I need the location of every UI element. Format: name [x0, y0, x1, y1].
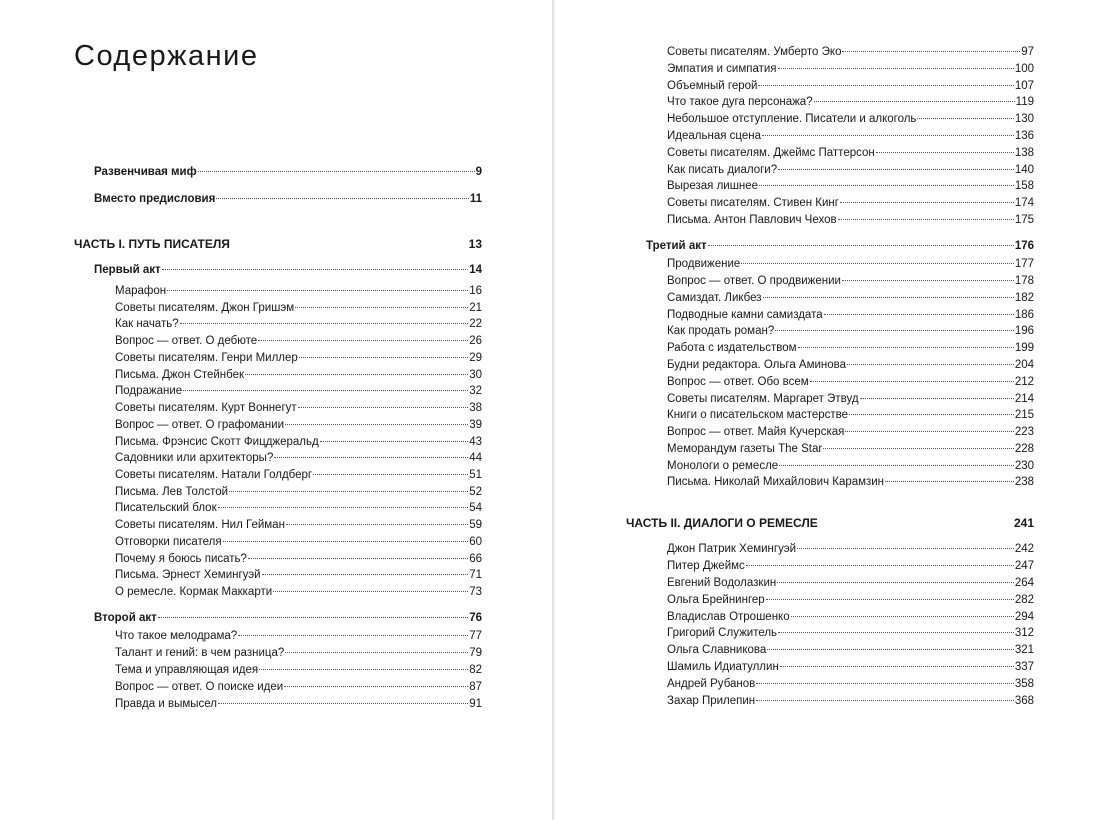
toc-entry-title: Как писать диалоги?	[667, 164, 778, 176]
toc-page-number: 136	[1014, 130, 1034, 142]
toc-entry-title: Как продать роман?	[667, 325, 775, 337]
dot-leader	[285, 424, 468, 425]
toc-page-number: 242	[1014, 543, 1034, 555]
toc-entry-title: Письма. Джон Стейнбек	[115, 369, 245, 381]
toc-page-number: 91	[469, 698, 482, 710]
dot-leader	[183, 390, 468, 391]
toc-page-number: 294	[1014, 611, 1034, 623]
toc-entry	[667, 290, 1034, 307]
toc-entry-title: Советы писателям. Генри Миллер	[115, 352, 298, 364]
toc-entry-title: Почему я боюсь писать?	[115, 553, 247, 565]
dot-leader	[814, 101, 1015, 102]
toc-entry	[667, 407, 1034, 424]
toc-entry	[115, 484, 482, 501]
toc-page-number: 176	[1014, 240, 1034, 252]
toc-entry-title: О ремесле. Кормак Маккарти	[115, 586, 273, 598]
toc-entry	[115, 662, 482, 679]
toc-page-number: 39	[469, 419, 482, 431]
toc-page-number: 13	[468, 237, 482, 251]
toc-entry-title: Писательский блок	[115, 502, 217, 514]
toc-page-number: 196	[1014, 325, 1034, 337]
dot-leader	[876, 152, 1014, 153]
toc-part-heading	[74, 236, 482, 253]
dot-leader	[762, 135, 1014, 136]
toc-page-number: 238	[1014, 476, 1034, 488]
dot-leader	[284, 686, 468, 687]
toc-page-number: 32	[469, 385, 482, 397]
toc-entry	[115, 333, 482, 350]
dot-leader	[741, 263, 1014, 264]
dot-leader	[759, 185, 1014, 186]
toc-page-number: 312	[1014, 627, 1034, 639]
toc-entry-title: Книги о писательском мастерстве	[667, 409, 849, 421]
toc-page-number: 119	[1015, 96, 1034, 108]
toc-page-number: 358	[1014, 678, 1034, 690]
toc-page-number: 52	[469, 486, 482, 498]
toc-entry	[667, 357, 1034, 374]
toc-entry-title: Советы писателям. Умберто Эко	[667, 46, 842, 58]
toc-page-number: 87	[469, 681, 482, 693]
toc-page-number: 54	[469, 502, 482, 514]
dot-leader	[258, 340, 468, 341]
toc-page-number: 77	[469, 630, 482, 642]
dot-leader	[285, 652, 468, 653]
dot-leader	[810, 381, 1014, 382]
toc-page-number: 215	[1014, 409, 1034, 421]
toc-entry	[115, 316, 482, 333]
dot-leader	[756, 683, 1014, 684]
toc-entry	[667, 195, 1034, 212]
toc-entry	[667, 474, 1034, 491]
toc-page-number: 21	[469, 302, 482, 314]
toc-page-number: 174	[1014, 197, 1034, 209]
toc-page-number: 26	[469, 335, 482, 347]
toc-page-number: 59	[469, 519, 482, 531]
toc-section-entry	[646, 238, 1034, 255]
toc-entry	[667, 212, 1034, 229]
toc-entry-title: Письма. Антон Павлович Чехов	[667, 214, 837, 226]
toc-page-number: 44	[469, 452, 482, 464]
toc-entry-title: Что такое мелодрама?	[115, 630, 238, 642]
toc-entry-title: Вопрос — ответ. О продвижении	[667, 275, 841, 287]
dot-leader	[238, 635, 468, 636]
toc-entry-title: Небольшое отступление. Писатели и алкоголь	[667, 113, 917, 125]
dot-leader	[823, 448, 1014, 449]
toc-page-number: 60	[469, 536, 482, 548]
dot-leader	[791, 616, 1014, 617]
toc-section-entry	[94, 610, 482, 627]
dot-leader	[167, 290, 468, 291]
toc-entry-title: Письма. Фрэнсис Скотт Фицджеральд	[115, 436, 319, 448]
dot-leader	[778, 632, 1014, 633]
toc-entry	[667, 340, 1034, 357]
toc-page-number: 100	[1014, 63, 1034, 75]
toc-entry-title: Вопрос — ответ. О дебюте	[115, 335, 258, 347]
dot-leader	[299, 357, 468, 358]
toc-entry-title: ЧАСТЬ I. ПУТЬ ПИСАТЕЛЯ	[74, 237, 230, 251]
toc-entry	[115, 400, 482, 417]
toc-entry-title: Как начать?	[115, 318, 179, 330]
toc-entry-title: Советы писателям. Курт Воннегут	[115, 402, 297, 414]
toc-entry	[667, 145, 1034, 162]
toc-entry	[667, 609, 1034, 626]
toc-entry-title: Отговорки писателя	[115, 536, 222, 548]
toc-entry	[667, 374, 1034, 391]
dot-leader	[223, 541, 469, 542]
dot-leader	[708, 245, 1014, 246]
toc-entry-title: Тема и управляющая идея	[115, 664, 259, 676]
toc-page-number: 30	[469, 369, 482, 381]
dot-leader	[313, 474, 468, 475]
dot-leader	[298, 407, 469, 408]
toc-page-number: 214	[1014, 393, 1034, 405]
toc-entry	[667, 558, 1034, 575]
toc-page-number: 66	[469, 553, 482, 565]
toc-entry-title: Меморандум газеты The Star	[667, 443, 823, 455]
toc-entry-title: Подводные камни самиздата	[667, 309, 823, 321]
toc-entry-title: Захар Прилепин	[667, 695, 756, 707]
toc-entry-title: Второй акт	[94, 612, 157, 624]
toc-entry-title: Советы писателям. Натали Голдберг	[115, 469, 313, 481]
dot-leader	[259, 669, 468, 670]
toc-entry	[115, 467, 482, 484]
dot-leader	[248, 558, 468, 559]
toc-entry-title: Марафон	[115, 285, 167, 297]
dot-leader	[849, 414, 1014, 415]
right-page	[556, 0, 1110, 820]
toc-page-number: 130	[1014, 113, 1034, 125]
toc-entry-title: Письма. Николай Михайлович Карамзин	[667, 476, 884, 488]
toc-entry	[115, 450, 482, 467]
dot-leader	[158, 617, 468, 618]
dot-leader	[320, 441, 469, 442]
dot-leader	[780, 666, 1014, 667]
toc-entry	[667, 625, 1034, 642]
dot-leader	[218, 703, 468, 704]
toc-entry-title: Шамиль Идиатуллин	[667, 661, 779, 673]
toc-page-number: 73	[469, 586, 482, 598]
toc-entry-title: Вопрос — ответ. О поиске идеи	[115, 681, 284, 693]
toc-entry	[115, 679, 482, 696]
toc-entry-title: Вопрос — ответ. Обо всем	[667, 376, 809, 388]
toc-entry-title: Талант и гений: в чем разница?	[115, 647, 285, 659]
toc-entry	[115, 283, 482, 300]
toc-entry-title: Советы писателям. Стивен Кинг	[667, 197, 839, 209]
dot-leader	[162, 269, 469, 270]
toc-page-number: 14	[469, 264, 482, 276]
toc-page-number: 11	[469, 193, 482, 205]
toc-entry-title: Вопрос — ответ. Майя Кучерская	[667, 426, 845, 438]
dot-leader	[778, 169, 1014, 170]
toc-entry-title: Будни редактора. Ольга Аминова	[667, 359, 847, 371]
toc-page-number: 321	[1014, 644, 1034, 656]
toc-page-number: 29	[469, 352, 482, 364]
toc-page-number: 178	[1014, 275, 1034, 287]
toc-page-number: 230	[1014, 460, 1034, 472]
toc-entry	[115, 628, 482, 645]
dot-leader	[763, 297, 1014, 298]
toc-entry	[667, 642, 1034, 659]
dot-leader	[746, 565, 1014, 566]
toc-entry-title: Письма. Лев Толстой	[115, 486, 229, 498]
toc-entry	[667, 178, 1034, 195]
toc-entry-title: Эмпатия и симпатия	[667, 63, 777, 75]
toc-entry-title: Развенчивая миф	[94, 166, 197, 178]
toc-section-entry	[94, 164, 482, 181]
dot-leader	[845, 431, 1013, 432]
dot-leader	[262, 574, 469, 575]
dot-leader	[778, 68, 1014, 69]
toc-entry	[115, 417, 482, 434]
dot-leader	[860, 398, 1014, 399]
dot-leader	[245, 374, 468, 375]
toc-entry-title: Питер Джеймс	[667, 560, 745, 572]
toc-entry-title: Вырезая лишнее	[667, 180, 759, 192]
dot-leader	[777, 582, 1014, 583]
toc-entry	[667, 162, 1034, 179]
toc-part-heading	[626, 515, 1034, 532]
toc-entry-title: Объемный герой	[667, 80, 758, 92]
toc-page-number: 241	[1013, 516, 1034, 530]
toc-entry-title: Ольга Славникова	[667, 644, 767, 656]
toc-page-number: 204	[1014, 359, 1034, 371]
toc-entry-title: Что такое дуга персонажа?	[667, 96, 813, 108]
toc-page-number: 43	[469, 436, 482, 448]
toc-entry-title: Первый акт	[94, 264, 161, 276]
toc-page-number: 82	[469, 664, 482, 676]
toc-page-number: 79	[469, 647, 482, 659]
toc-entry	[667, 441, 1034, 458]
toc-entry-title: Советы писателям. Джон Гришэм	[115, 302, 295, 314]
toc-entry-title: Евгений Водолазкин	[667, 577, 777, 589]
dot-leader	[218, 507, 469, 508]
toc-entry	[667, 128, 1034, 145]
toc-entry-title: Вопрос — ответ. О графомании	[115, 419, 284, 431]
dot-leader	[286, 524, 468, 525]
toc-section-entry	[94, 191, 482, 208]
toc-entry	[115, 300, 482, 317]
toc-entry	[667, 391, 1034, 408]
dot-leader	[842, 51, 1020, 52]
toc-entry	[667, 94, 1034, 111]
toc-entry	[115, 645, 482, 662]
toc-entry	[667, 256, 1034, 273]
toc-entry-title: Григорий Служитель	[667, 627, 778, 639]
toc-entry	[667, 111, 1034, 128]
toc-page-number: 199	[1014, 342, 1034, 354]
dot-leader	[756, 700, 1014, 701]
toc-page-number: 38	[469, 402, 482, 414]
dot-leader	[758, 85, 1013, 86]
dot-leader	[847, 364, 1014, 365]
toc-entry	[667, 676, 1034, 693]
dot-leader	[273, 591, 468, 592]
toc-entry	[667, 78, 1034, 95]
toc-page-number: 97	[1021, 46, 1034, 58]
toc-entry	[667, 693, 1034, 710]
toc-page-number: 177	[1014, 258, 1034, 270]
left-page	[0, 0, 552, 820]
toc-page-number: 282	[1014, 594, 1034, 606]
toc-page-number: 228	[1014, 443, 1034, 455]
toc-entry-title: Работа с издательством	[667, 342, 797, 354]
dot-leader	[229, 491, 468, 492]
toc-page-number: 186	[1014, 309, 1034, 321]
toc-entry	[115, 696, 482, 713]
dot-leader	[274, 457, 468, 458]
toc-entry-title: Садовники или архитекторы?	[115, 452, 274, 464]
toc-page-number: 368	[1014, 695, 1034, 707]
dot-leader	[779, 465, 1014, 466]
toc-entry	[115, 434, 482, 451]
toc-entry-title: Письма. Эрнест Хемингуэй	[115, 569, 261, 581]
toc-entry	[667, 273, 1034, 290]
dot-leader	[917, 118, 1013, 119]
dot-leader	[885, 481, 1014, 482]
toc-entry	[115, 383, 482, 400]
toc-page-number: 22	[469, 318, 482, 330]
dot-leader	[198, 171, 475, 172]
toc-entry-title: Советы писателям. Джеймс Паттерсон	[667, 147, 875, 159]
dot-leader	[775, 330, 1014, 331]
toc-entry-title: Вместо предисловия	[94, 193, 216, 205]
dot-leader	[295, 307, 468, 308]
toc-entry-title: Правда и вымысел	[115, 698, 217, 710]
toc-page-number: 9	[475, 166, 482, 178]
toc-entry-title: Продвижение	[667, 258, 741, 270]
toc-entry	[667, 541, 1034, 558]
dot-leader	[838, 219, 1014, 220]
toc-entry	[667, 61, 1034, 78]
dot-leader	[767, 649, 1014, 650]
toc-page-number: 76	[469, 612, 482, 624]
toc-page-number: 140	[1014, 164, 1034, 176]
dot-leader	[798, 347, 1014, 348]
toc-entry	[115, 367, 482, 384]
toc-page-number: 107	[1014, 80, 1034, 92]
toc-entry	[115, 584, 482, 601]
toc-entry-title: Советы писателям. Маргарет Этвуд	[667, 393, 859, 405]
toc-page-number: 223	[1014, 426, 1034, 438]
toc-entry	[115, 500, 482, 517]
dot-leader	[216, 198, 469, 199]
toc-entry-title: Джон Патрик Хемингуэй	[667, 543, 796, 555]
toc-entry	[667, 44, 1034, 61]
toc-entry	[115, 517, 482, 534]
toc-entry-title: Советы писателям. Нил Гейман	[115, 519, 285, 531]
toc-page-number: 16	[469, 285, 482, 297]
toc-entry-title: Самиздат. Ликбез	[667, 292, 762, 304]
toc-entry	[115, 534, 482, 551]
dot-leader	[842, 280, 1014, 281]
toc-page-number: 51	[469, 469, 482, 481]
toc-entry-title: Монологи о ремесле	[667, 460, 779, 472]
toc-page-number: 138	[1014, 147, 1034, 159]
toc-entry	[115, 350, 482, 367]
dot-leader	[766, 599, 1014, 600]
toc-entry	[667, 659, 1034, 676]
toc-section-entry	[94, 262, 482, 279]
toc-entry	[667, 424, 1034, 441]
toc-entry-title: Владислав Отрошенко	[667, 611, 790, 623]
toc-entry-title: Третий акт	[646, 240, 707, 252]
toc-entry	[667, 592, 1034, 609]
toc-page-number: 182	[1014, 292, 1034, 304]
toc-page-number: 337	[1014, 661, 1034, 673]
toc-entry	[667, 458, 1034, 475]
toc-page-number: 264	[1014, 577, 1034, 589]
dot-leader	[180, 323, 469, 324]
toc-entry-title: Идеальная сцена	[667, 130, 761, 142]
toc-page-number: 158	[1014, 180, 1034, 192]
toc-page-number: 212	[1014, 376, 1034, 388]
toc-page-number: 175	[1014, 214, 1034, 226]
dot-leader	[840, 202, 1014, 203]
toc-page-number: 71	[469, 569, 482, 581]
page-title: Содержание	[74, 40, 259, 72]
toc-entry-title: Ольга Брейнингер	[667, 594, 765, 606]
toc-entry	[667, 575, 1034, 592]
toc-entry	[667, 307, 1034, 324]
toc-entry-title: Подражание	[115, 385, 183, 397]
toc-page-number: 247	[1014, 560, 1034, 572]
toc-entry-title: ЧАСТЬ II. ДИАЛОГИ О РЕМЕСЛЕ	[626, 516, 818, 530]
toc-entry-title: Андрей Рубанов	[667, 678, 756, 690]
toc-entry	[115, 551, 482, 568]
dot-leader	[797, 548, 1014, 549]
dot-leader	[824, 314, 1014, 315]
toc-entry	[115, 567, 482, 584]
toc-entry	[667, 323, 1034, 340]
